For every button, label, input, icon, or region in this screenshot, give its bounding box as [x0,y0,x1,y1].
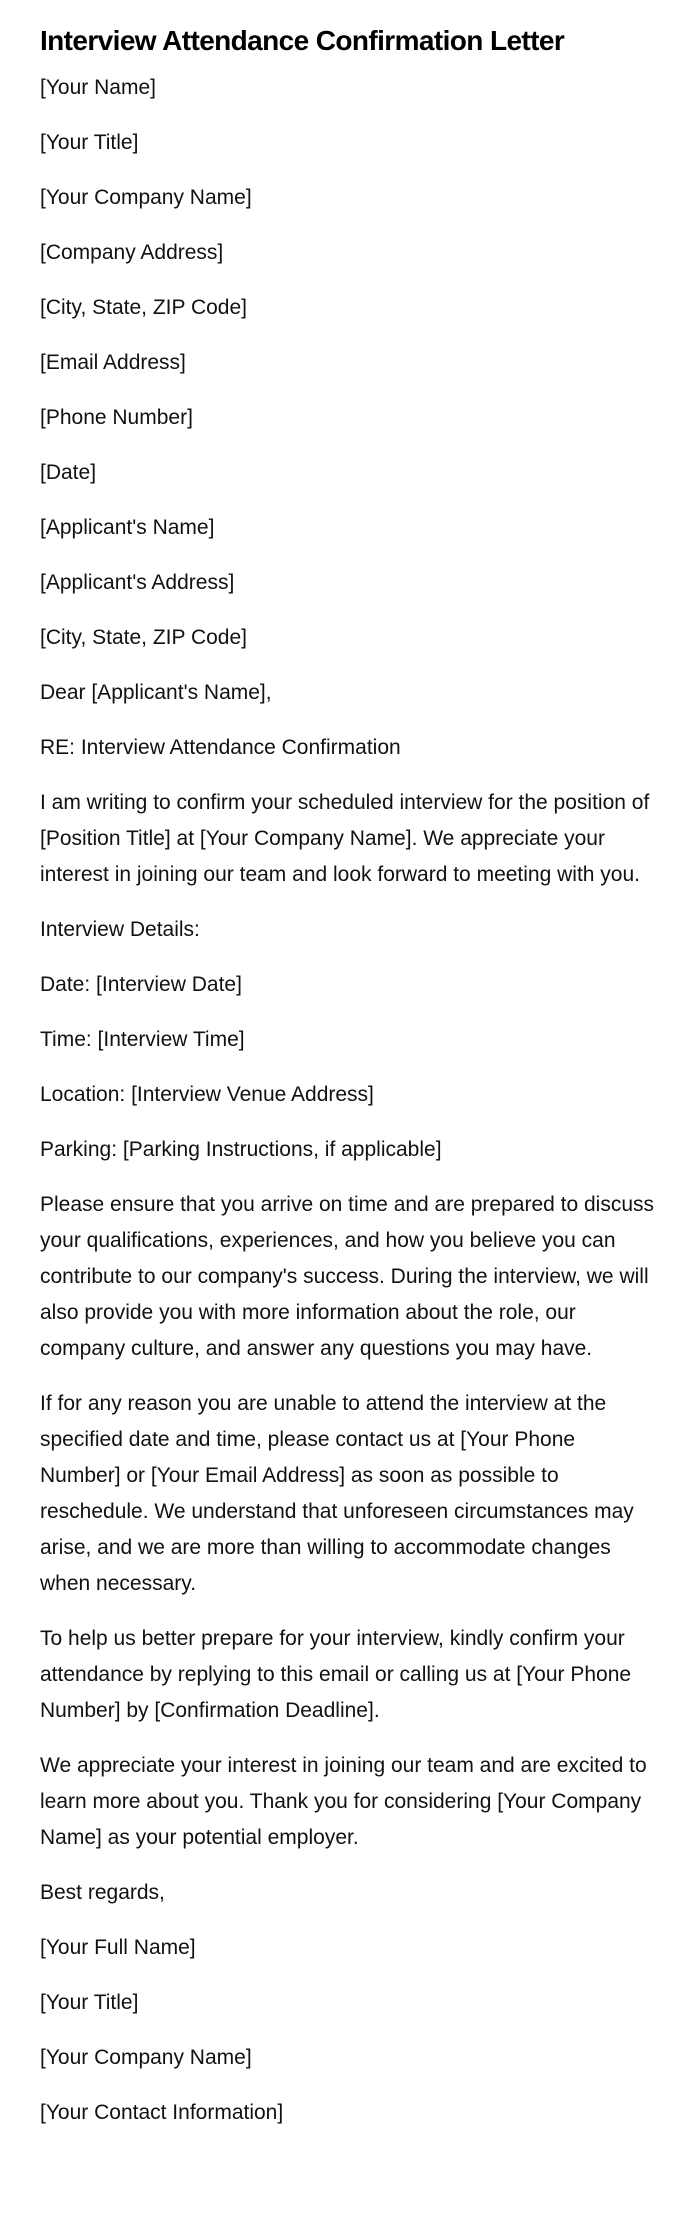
details-date: Date: [Interview Date] [40,973,242,996]
signature-full-name: [Your Full Name] [40,1936,196,1959]
recipient-block [40,510,660,656]
recipient-city-state-zip: [City, State, ZIP Code] [40,626,247,649]
recipient-name: [Applicant's Name] [40,516,215,539]
details-heading: Interview Details: [40,918,200,941]
signature-title: [Your Title] [40,1991,139,2014]
document-title: Interview Attendance Confirmation Letter [40,25,565,56]
closing: Best regards, [40,1881,165,1904]
sender-company: [Your Company Name] [40,186,252,209]
details-time: Time: [Interview Time] [40,1028,245,1051]
sender-address: [Company Address] [40,241,224,264]
sender-phone: [Phone Number] [40,406,193,429]
recipient-address: [Applicant's Address] [40,571,235,594]
interview-details [40,912,660,1168]
sender-block [40,70,660,436]
details-location: Location: [Interview Venue Address] [40,1083,374,1106]
details-parking: Parking: [Parking Instructions, if applicable] [40,1138,442,1161]
sender-city-state-zip: [City, State, ZIP Code] [40,296,247,319]
body-paragraph: If for any reason you are unable to attend the interview at the specified date and time, please contact us at [Your Phone Number] or [Your Email Address] as soon as possible to reschedule. We understand that unforeseen circumstances may arise, and we are more than willing to accommodate changes when necessary. [40,1392,634,1595]
intro-paragraph: I am writing to confirm your scheduled interview for the position of [Position Title] at [Your Company Name]. We appreciate your interest in joining our team and look forward to meeting with you. [40,791,650,886]
body-paragraph: To help us better prepare for your interview, kindly confirm your attendance by replying to this email or calling us at [Your Phone Number] by [Confirmation Deadline]. [40,1627,632,1722]
body-paragraph: We appreciate your interest in joining our team and are excited to learn more about you. Thank you for considering [Your Company Name] as your potential employer. [40,1754,647,1849]
body-paragraph: Please ensure that you arrive on time and are prepared to discuss your qualifications, experiences, and how you believe you can contribute to our company's success. During the interview, we will also provide you with more information about the role, our company culture, and answer any questions you may have. [40,1193,655,1360]
salutation: Dear [Applicant's Name], [40,681,272,704]
letter-date: [Date] [40,461,97,484]
subject-line: RE: Interview Attendance Confirmation [40,736,401,759]
signature-contact: [Your Contact Information] [40,2101,284,2124]
sender-name: [Your Name] [40,76,156,99]
signature-company: [Your Company Name] [40,2046,252,2069]
sender-email: [Email Address] [40,351,186,374]
signature-block [40,1930,660,2131]
sender-title: [Your Title] [40,131,139,154]
